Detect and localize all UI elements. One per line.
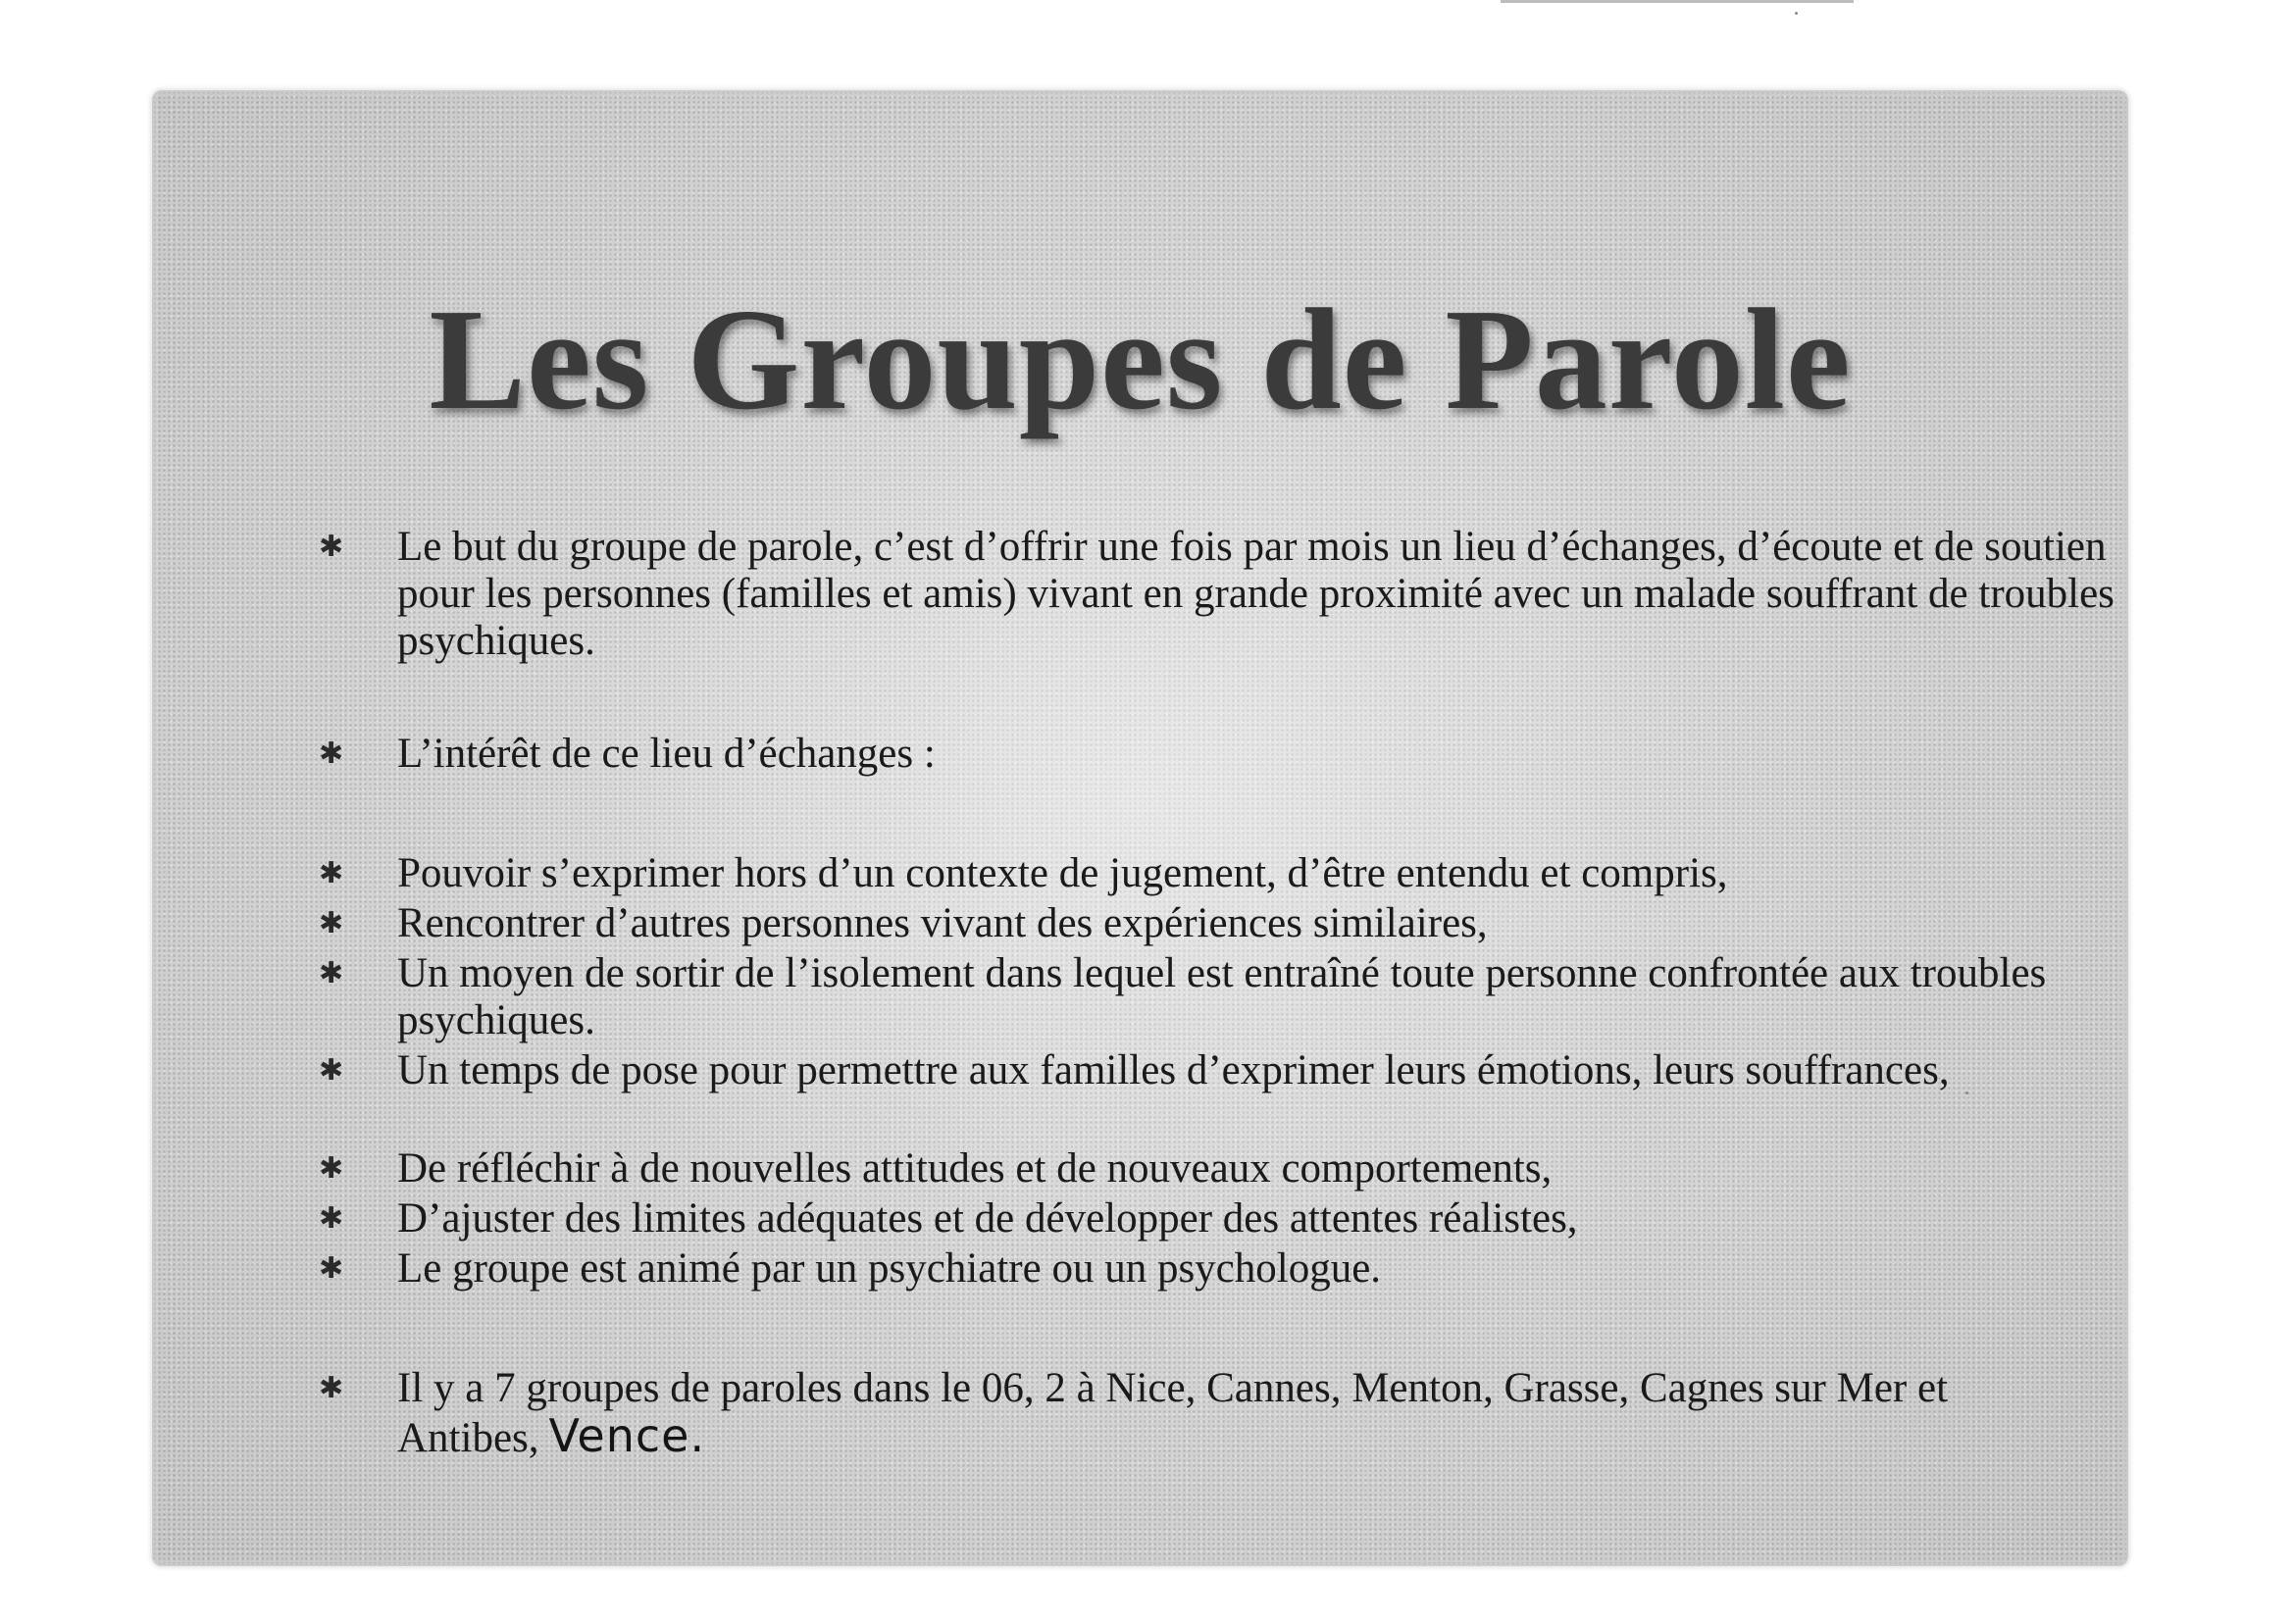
item-text: Rencontrer d’autres personnes vivant des expériences similaires, [397, 900, 1488, 946]
asterisk-bullet-icon: ✱ [319, 856, 344, 890]
scan-speck [1795, 12, 1798, 15]
item-text: D’ajuster des limites adéquates et de développer des attentes réalistes, [397, 1195, 1578, 1242]
list-item [319, 900, 2153, 947]
scan-edge-line [1501, 0, 1854, 3]
handwritten-annotation: Vence. [548, 1409, 706, 1462]
asterisk-bullet-icon: ✱ [319, 906, 344, 940]
list-item [319, 1047, 2153, 1094]
asterisk-bullet-icon: ✱ [319, 736, 344, 771]
slide-title: Les Groupes de Parole [429, 279, 1852, 440]
list-item [319, 731, 2153, 778]
item-text: Le groupe est animé par un psychiatre ou un psychologue. [397, 1245, 1382, 1292]
asterisk-bullet-icon: ✱ [319, 1371, 344, 1405]
list-item [319, 1245, 2153, 1293]
item-text: De réfléchir à de nouvelles attitudes et de nouveaux comportements, [397, 1145, 1553, 1192]
item-text: Pouvoir s’exprimer hors d’un contexte de jugement, d’être entendu et compris, [397, 850, 1728, 896]
item-text: L’intérêt de ce lieu d’échanges : [397, 731, 936, 777]
list-item [319, 950, 2153, 1044]
list-item [319, 1365, 2153, 1462]
list-item [319, 850, 2153, 897]
asterisk-bullet-icon: ✱ [319, 1053, 344, 1088]
item-text [397, 1365, 2153, 1462]
item-text: Un temps de pose pour permettre aux familles d’exprimer leurs émotions, leurs souffrances, [397, 1047, 1950, 1093]
item-text: Le but du groupe de parole, c’est d’offrir une fois par mois un lieu d’échanges, d’écoute et de soutien pour les personnes (familles et amis) vivant en grande proximité avec un malade souffrant de troubles psychiques. [397, 524, 2115, 664]
list-item [319, 524, 2153, 665]
bullet-list [152, 90, 2128, 1566]
list-item [319, 1195, 2153, 1243]
asterisk-bullet-icon: ✱ [319, 530, 344, 564]
item-text: Un moyen de sortir de l’isolement dans lequel est entraîné toute personne confrontée aux troubles psychiques. [397, 950, 2047, 1043]
scan-speck [1965, 1091, 1968, 1094]
asterisk-bullet-icon: ✱ [319, 1201, 344, 1236]
asterisk-bullet-icon: ✱ [319, 956, 344, 990]
asterisk-bullet-icon: ✱ [319, 1251, 344, 1286]
presentation-slide [152, 90, 2128, 1566]
asterisk-bullet-icon: ✱ [319, 1151, 344, 1186]
item-text-printed: Il y a 7 groupes de paroles dans le 06, 2 à Nice, Cannes, Menton, Grasse, Cagnes sur Mer et Antibes, [397, 1365, 1949, 1461]
list-item [319, 1145, 2153, 1193]
